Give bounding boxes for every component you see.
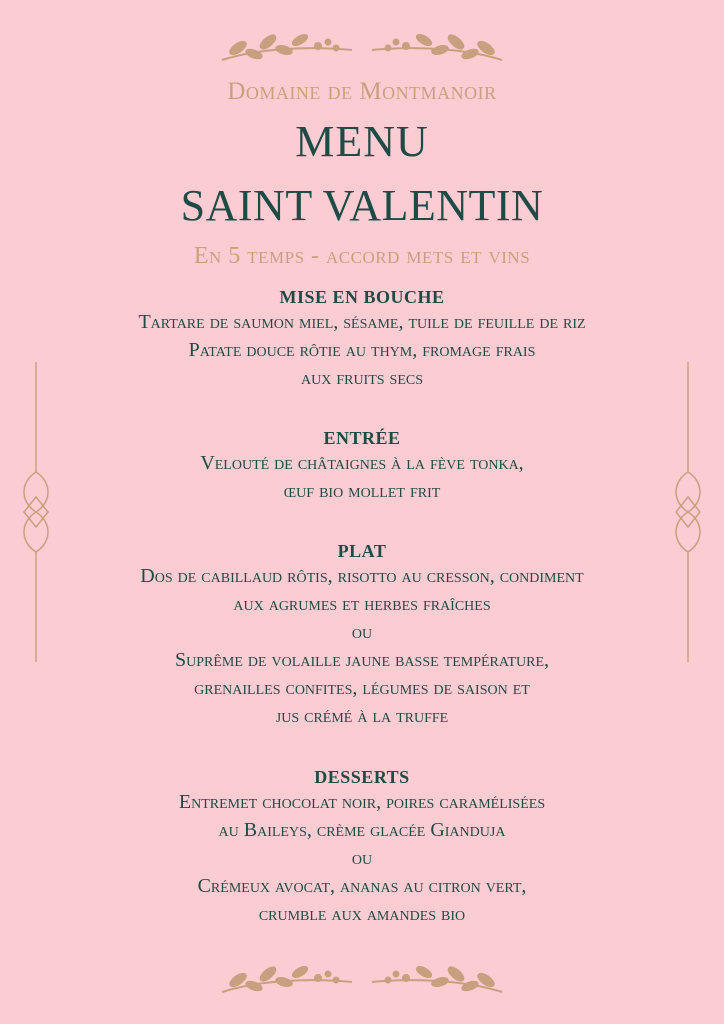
section-title: ENTRÉE [323,428,401,448]
menu-line: aux fruits secs [300,367,424,389]
section-title: MISE EN BOUCHE [279,287,445,307]
section-entree [0,427,724,505]
section-plat [0,540,724,730]
menu-title: MENU [295,117,429,166]
top-laurel-ornament [0,18,724,68]
menu-line: ou [351,847,373,869]
section-title: PLAT [337,541,387,561]
bottom-laurel-ornament [0,952,724,1002]
menu-line: Velouté de châtaignes à la fève tonka, [200,452,524,474]
menu-line: au Baileys, crème glacée Gianduja [218,819,506,841]
menu-line: Tartare de saumon miel, sésame, tuile de feuille de riz [138,311,586,333]
menu-line: Crémeux avocat, ananas au citron vert, [197,875,527,897]
section-desserts [0,766,724,928]
section-mise-en-bouche [0,286,724,392]
menu-line: œuf bio mollet frit [283,480,441,502]
menu-line: ou [351,621,373,643]
menu-line: Patate douce rôtie au thym, fromage frais [188,339,536,361]
menu-line: aux agrumes et herbes fraîches [233,593,491,615]
section-title: DESSERTS [314,767,410,787]
menu-line: Entremet chocolat noir, poires caramélisées [178,791,546,813]
menu-line: grenailles confites, légumes de saison et [194,677,530,699]
estate-name: Domaine de Montmanoir [227,78,497,105]
menu-line: Dos de cabillaud rôtis, risotto au cresson, condiment [140,565,584,587]
menu-subtitle-occasion: SAINT VALENTIN [180,181,544,230]
menu-line: jus crémé à la truffe [275,705,449,727]
menu-line: crumble aux amandes bio [258,903,466,925]
menu-line: Suprême de volaille jaune basse température, [174,649,549,671]
menu-tagline: En 5 temps - accord mets et vins [193,243,531,269]
